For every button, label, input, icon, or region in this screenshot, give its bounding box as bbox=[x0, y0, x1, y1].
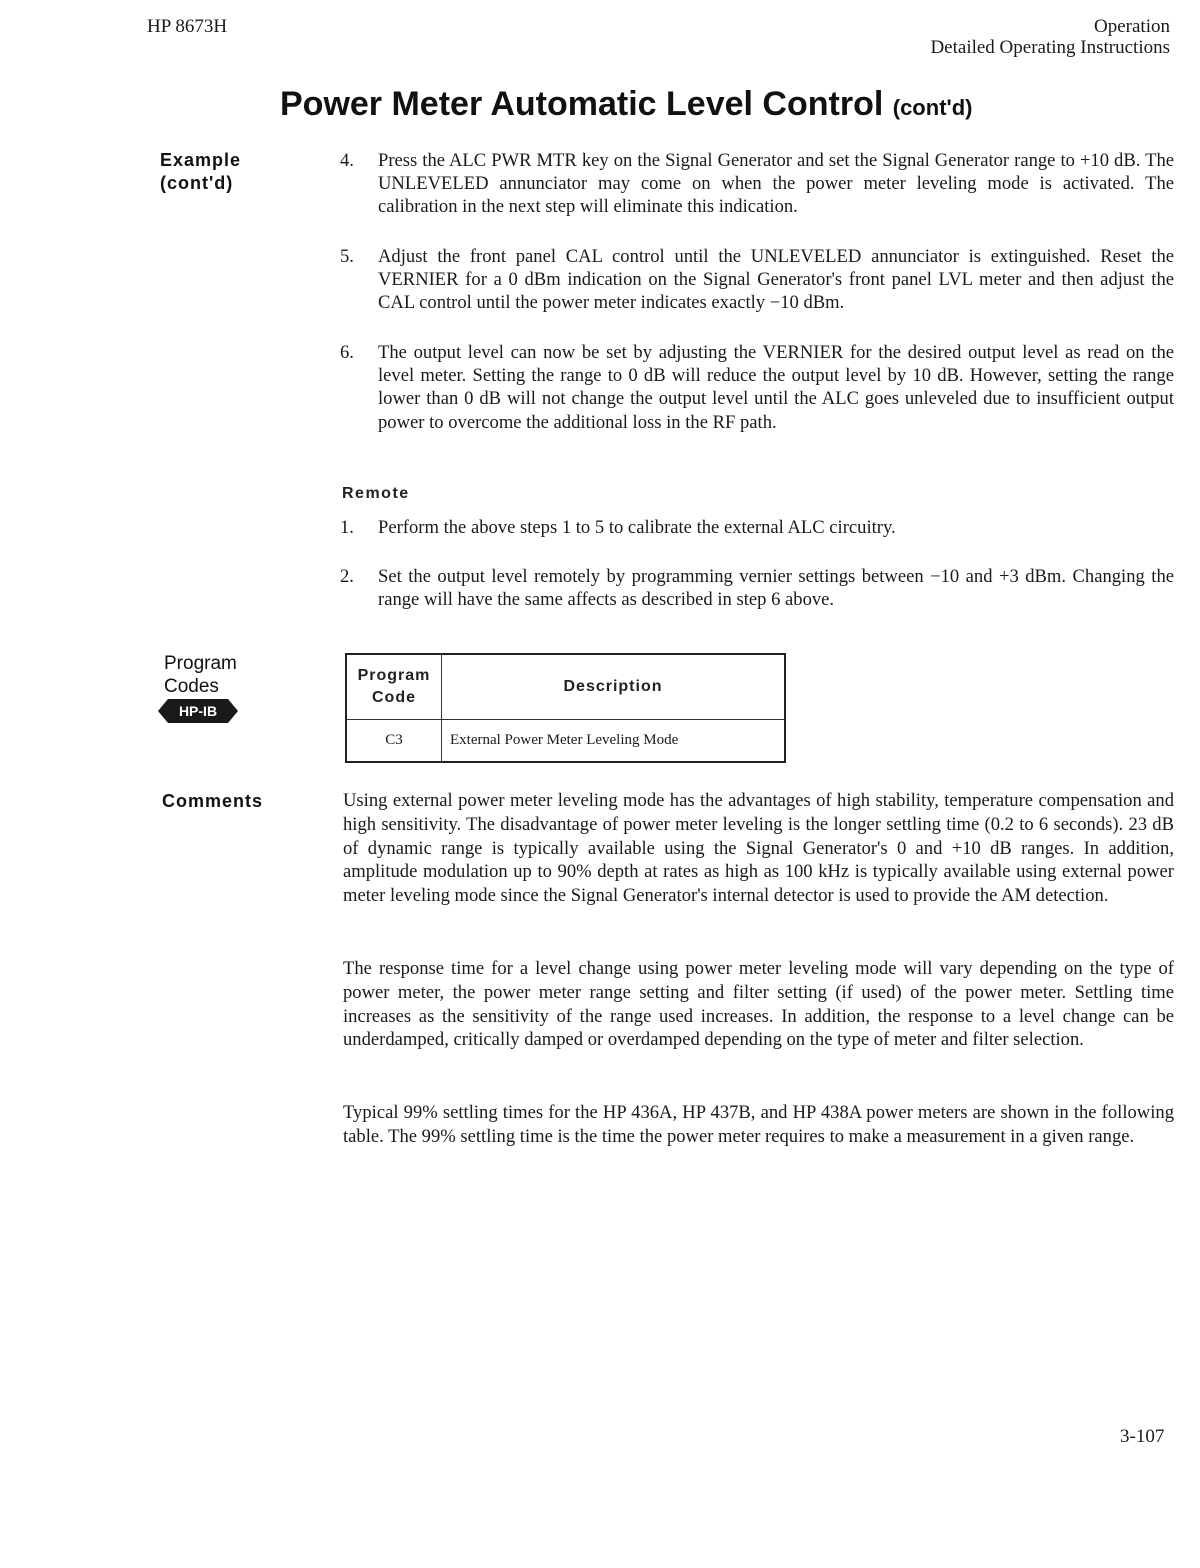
comments-paragraph: Using external power meter leveling mode has the advantages of high stability, temperature compensation and high sensitivity. The disadvantage of power meter leveling is the longer settling time (0.2 to 6 seconds). 23 dB of dynamic range is typically available using the Signal Generator's 0 and +10 dB ranges. In addition, amplitude modulation up to 90% depth at rates as high as 100 kHz is typically available using external power meter leveling mode since the Signal Generator's internal detector is used to provide the AM detection. bbox=[343, 790, 1174, 907]
example-label bbox=[160, 149, 241, 195]
program-codes-label bbox=[164, 652, 237, 698]
step-text: Press the ALC PWR MTR key on the Signal Generator and set the Signal Generator range to +10 dB. The UNLEVELED annunciator may come on when the power meter leveling mode is activated. The calibration in the next step will eliminate this indication. bbox=[378, 150, 1174, 218]
page-title-suffix: (cont'd) bbox=[892, 95, 973, 120]
step-number: 2. bbox=[340, 566, 354, 587]
step-number: 4. bbox=[340, 150, 354, 171]
comments-paragraph: Typical 99% settling times for the HP 436A, HP 437B, and HP 438A power meters are shown in the following table. The 99% settling time is the time the power meter requires to make a measurement in a given range. bbox=[343, 1102, 1174, 1147]
table-header-row bbox=[346, 654, 785, 720]
program-codes-label-line1: Program bbox=[164, 653, 237, 674]
step-text: Adjust the front panel CAL control until the UNLEVELED annunciator is extinguished. Reset the VERNIER for a 0 dBm indication on the Signal Generator's front panel LVL meter and then adjust the CAL control until the power meter indicates exactly −10 dBm. bbox=[378, 246, 1174, 314]
example-label-line2: (cont'd) bbox=[160, 173, 234, 193]
column-header-program-code: Program Code bbox=[346, 654, 442, 720]
header-model: HP 8673H bbox=[147, 16, 228, 37]
example-label-line1: Example bbox=[160, 150, 242, 170]
step-text: Perform the above steps 1 to 5 to calibrate the external ALC circuitry. bbox=[378, 517, 896, 538]
program-code-cell: C3 bbox=[346, 720, 442, 763]
page-title-main: Power Meter Automatic Level Control bbox=[280, 85, 884, 123]
step-text: The output level can now be set by adjusting the VERNIER for the desired output level as read on the level meter. Setting the range to 0 dB will reduce the output level by 10 dB. However, setting the range lower than 0 dB will not change the output level until the ALC goes unleveled due to insufficient output power to overcome the additional loss in the RF path. bbox=[378, 342, 1174, 433]
example-step bbox=[340, 341, 1174, 434]
example-step bbox=[340, 149, 1174, 219]
remote-step bbox=[340, 565, 1174, 611]
hpib-badge-label: HP-IB bbox=[178, 703, 218, 719]
step-number: 6. bbox=[340, 342, 354, 363]
program-codes-table bbox=[345, 653, 786, 763]
comments-label: Comments bbox=[162, 791, 264, 811]
step-text: Set the output level remotely by programming vernier settings between −10 and +3 dBm. Changing the range will have the same affects as described in step 6 above. bbox=[378, 566, 1174, 611]
page-number: 3-107 bbox=[1120, 1426, 1165, 1447]
column-header-description: Description bbox=[442, 654, 786, 720]
header-section: Operation bbox=[1094, 16, 1170, 37]
step-number: 1. bbox=[340, 517, 354, 538]
example-step bbox=[340, 245, 1174, 315]
description-cell: External Power Meter Leveling Mode bbox=[442, 720, 786, 763]
step-number: 5. bbox=[340, 246, 354, 267]
header-subsection: Detailed Operating Instructions bbox=[930, 37, 1170, 58]
page-title bbox=[280, 84, 973, 128]
comments-paragraph: The response time for a level change using power meter leveling mode will vary depending on the type of power meter, the power meter range setting and filter setting (if used) of the power meter. Settling time increases as the sensitivity of the range used increases. In addition, the response to a level change can be underdamped, critically damped or overdamped depending on the type of meter and filter selection. bbox=[343, 958, 1174, 1051]
program-codes-label-line2: Codes bbox=[164, 676, 219, 697]
remote-heading: Remote bbox=[342, 485, 410, 502]
remote-step bbox=[340, 516, 1174, 539]
table-row bbox=[346, 720, 785, 763]
